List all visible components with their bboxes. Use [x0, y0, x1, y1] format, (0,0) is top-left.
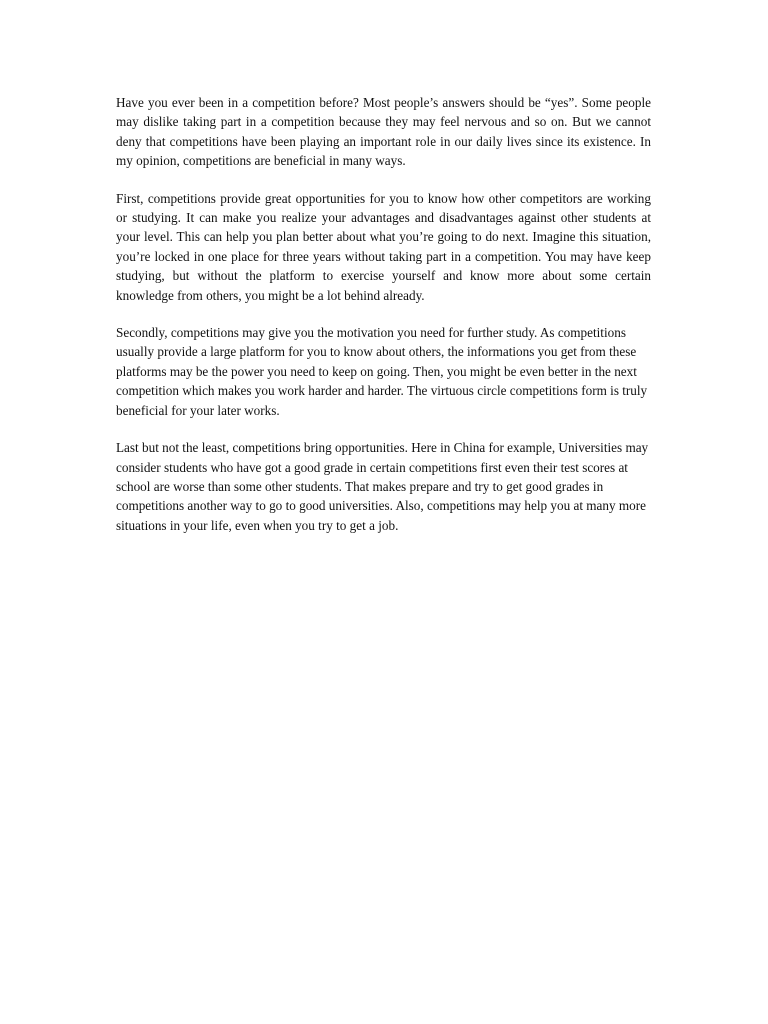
document-body	[116, 93, 651, 553]
paragraph-intro: Have you ever been in a competition before? Most people’s answers should be “yes”. Some people may dislike taking part in a competition because they may feel nervous and so on. But we cannot deny that competitions have been playing an important role in our daily lives since its existence. In my opinion, competitions are beneficial in many ways.	[116, 95, 651, 169]
paragraph-second: Secondly, competitions may give you the motivation you need for further study. As competitions usually provide a large platform for you to know about others, the informations you get from these platforms may be the power you need to keep on going. Then, you might be even better in the next competition which makes you work harder and harder. The virtuous circle competitions form is truly beneficial for your later works.	[116, 325, 648, 418]
paragraph-first: First, competitions provide great opportunities for you to know how other competitors are working or studying. It can make you realize your advantages and disadvantages against other students at your level. This can help you plan better about what you’re going to do next. Imagine this situation, you’re locked in one place for three years without taking part in a competition. You may have keep studying, but without the platform to exercise yourself and know more about some certain knowledge from others, you might be a lot behind already.	[116, 190, 651, 303]
paragraph-last: Last but not the least, competitions bring opportunities. Here in China for example, Universities may consider students who have got a good grade in certain competitions first even their test scores at school are worse than some other students. That makes prepare and try to get good grades in competitions another way to go to good universities. Also, competitions may help you at many more situations in your life, even when you try to get a job.	[116, 440, 649, 533]
